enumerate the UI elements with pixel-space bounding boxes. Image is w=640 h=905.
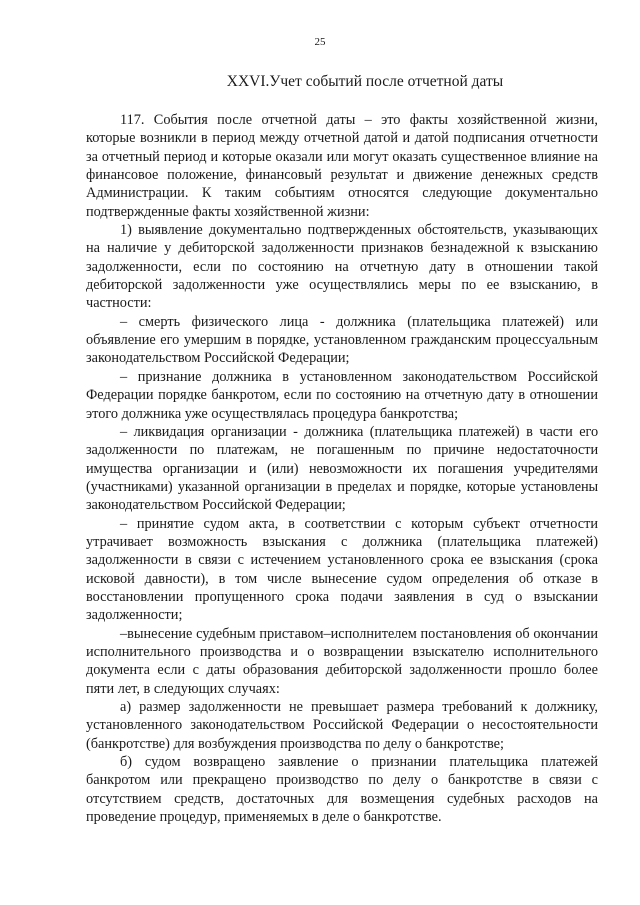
page-number: 25 xyxy=(314,36,326,48)
paragraph-item-1: 1) выявление документально подтвержденных обстоятельств, указывающих на наличие у дебиторской задолженности признаков безнадежной к взысканию задолженности, если по состоянию на отчетную дату в отношении такой дебиторской задолженности уже осуществлялись меры по ее взысканию, в частности: xyxy=(86,222,598,312)
paragraph-117-intro: 117. События после отчетной даты – это факты хозяйственной жизни, которые возникли в период между отчетной датой и датой подписания отчетности за отчетный период и которые оказали или могут оказать существенное влияние на финансовое положение, финансовый результат и движение денежных средств Администрации. К таким событиям относятся следующие документально подтвержденные факты хозяйственной жизни: xyxy=(86,112,598,220)
document-body xyxy=(86,111,598,826)
paragraph-liquidation: – ликвидация организации - должника (плательщика платежей) в части его задолженности по платежам, не погашенным по причине недостаточности имущества организации и (или) невозможности их погашения учредителями (участниками) указанной организации в пределах и порядке, которые установлены законодательством Российской Федерации; xyxy=(86,423,598,514)
section-title: XXVI.Учет событий после отчетной даты xyxy=(226,73,504,90)
paragraph-case-b: б) судом возвращено заявление о признании плательщика платежей банкротом или прекращено производство по делу о банкротстве в связи с отсутствием средств, достаточных для возмещения судебных расходов на проведение процедур, применяемых в деле о банкротстве. xyxy=(86,754,598,826)
paragraph-case-a: а) размер задолженности не превышает размера требований к должнику, установленного законодательством Российской Федерации о несостоятельности (банкротстве) для возбуждения производства по делу о банкротстве; xyxy=(86,699,598,752)
paragraph-bankruptcy: – признание должника в установленном законодательством Российской Федерации порядке банкротом, если по состоянию на отчетную дату в отношении этого должника уже осуществлялась процедура банкротства; xyxy=(86,368,598,422)
paragraph-death-of-debtor: – смерть физического лица - должника (плательщика платежей) или объявление его умершим в порядке, установленном гражданским процессуальным законодательством Российской Федерации; xyxy=(86,313,598,367)
paragraph-court-act: – принятие судом акта, в соответствии с которым субъект отчетности утрачивает возможность взыскания с должника (плательщика платежей) задолженности в связи с истечением установленного срока ее взыскания (срока исковой давности), в том числе вынесение судом определения об отказе в восстановлении пропущенного срока подачи заявления в суд о взыскании задолженности; xyxy=(86,515,598,624)
paragraph-bailiff-ruling: –вынесение судебным приставом–исполнителем постановления об окончании исполнительного производства и о возвращении взыскателю исполнительного документа если с даты образования дебиторской задолженности прошло более пяти лет, в следующих случаях: xyxy=(86,625,598,697)
